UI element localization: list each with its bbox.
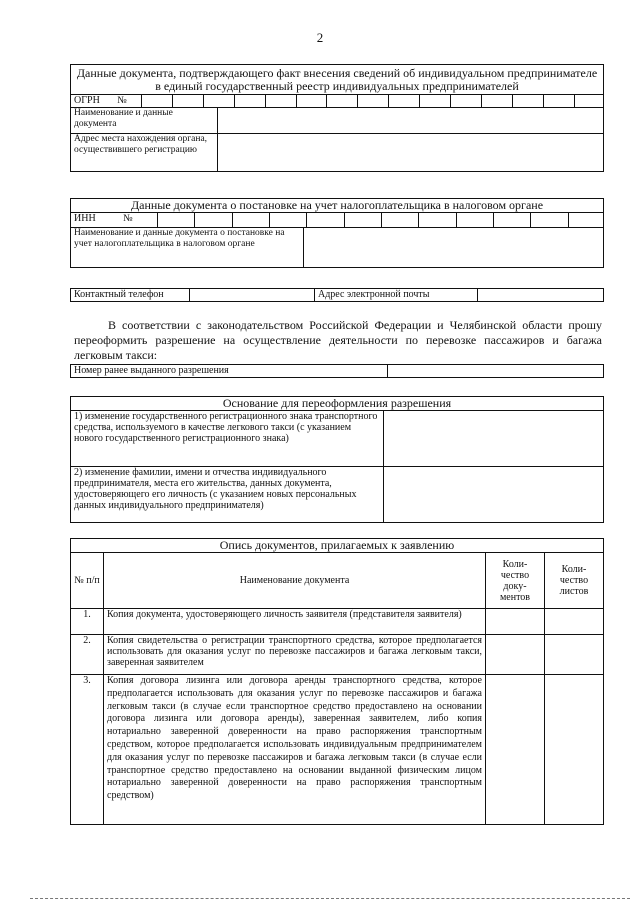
ogrn-table <box>70 64 604 172</box>
inn-digit-cell[interactable] <box>382 213 419 227</box>
inn-section-title: Данные документа о постановке на учет налогоплательщика в налоговом органе <box>71 199 604 213</box>
ogrn-digit-cell[interactable] <box>265 95 296 107</box>
col-num-header: № п/п <box>71 553 104 609</box>
phone-label: Контактный телефон <box>71 289 190 302</box>
ogrn-doc-name-field[interactable] <box>218 108 604 134</box>
ogrn-digit-cell[interactable] <box>420 95 451 107</box>
inn-digit-cell[interactable] <box>531 213 568 227</box>
ogrn-digit-cell[interactable] <box>389 95 420 107</box>
email-label: Адрес электронной почты <box>315 289 478 302</box>
inn-doc-field[interactable] <box>304 228 604 268</box>
ogrn-section-title: Данные документа, подтверждающего факт внесения сведений об индивидуальном предпринимателе в единый государственный реестр индивидуальных предпринимателей <box>71 65 604 95</box>
row-2-sheets-field[interactable] <box>545 635 604 675</box>
request-paragraph: В соответствии с законодательством Российской Федерации и Челябинской области прошу переоформить разрешение на осуществление деятельности по перевозке пассажиров и багажа легковым такси: <box>74 318 602 362</box>
reason-1-field[interactable] <box>384 411 604 467</box>
inn-digit-cell[interactable] <box>456 213 493 227</box>
ogrn-address-field[interactable] <box>218 134 604 172</box>
inn-digit-cell[interactable] <box>568 213 603 227</box>
row-1-docs-field[interactable] <box>486 609 545 635</box>
ogrn-digit-cell[interactable] <box>142 95 173 107</box>
ogrn-address-label: Адрес места нахождения органа, осуществившего регистрацию <box>71 134 218 172</box>
inn-label: ИНН № <box>71 213 158 227</box>
prev-permit-label: Номер ранее выданного разрешения <box>71 365 388 378</box>
col-sheets-header: Коли-чество листов <box>545 553 604 609</box>
ogrn-digit-cell[interactable] <box>481 95 512 107</box>
prev-permit-table <box>70 364 604 378</box>
inn-table <box>70 198 604 268</box>
reason-section-title: Основание для переоформления разрешения <box>71 397 604 411</box>
reason-table <box>70 396 604 523</box>
row-3-docs-field[interactable] <box>486 675 545 825</box>
inn-digit-cell[interactable] <box>158 213 195 227</box>
inn-digit-cell[interactable] <box>270 213 307 227</box>
inn-digit-cell[interactable] <box>307 213 344 227</box>
inn-digit-cell[interactable] <box>232 213 269 227</box>
col-name-header: Наименование документа <box>104 553 486 609</box>
row-3-name: Копия договора лизинга или договора аренды транспортного средства, которое предполагается использовать для оказания услуг по перевозке пассажиров и багажа легковым такси (в случае если транспортное средство предоставлено на основании договора лизинга или договора аренды), заверенная заявителем, либо копия нотариально заверенной доверенности на право распоряжения транспортным средством, которое предполагается использовать индивидуальным предпринимателем для оказания услуг по перевозке пассажиров и багажа легковым такси (в случае если транспортное средство предоставлено на основании выданной физическим лицом нотариально заверенной доверенности на право распоряжения транспортным средством) <box>104 675 486 825</box>
row-3-sheets-field[interactable] <box>545 675 604 825</box>
page-number: 2 <box>316 30 324 45</box>
contacts-table <box>70 288 604 302</box>
ogrn-digit-cell[interactable] <box>543 95 574 107</box>
ogrn-label: ОГРН № <box>71 95 142 107</box>
inn-digit-cell[interactable] <box>344 213 381 227</box>
inventory-table <box>70 538 604 825</box>
inn-digit-cell[interactable] <box>419 213 456 227</box>
col-docs-header: Коли-чество доку-ментов <box>486 553 545 609</box>
inn-digit-cell[interactable] <box>195 213 232 227</box>
page-bottom-edge <box>30 898 630 899</box>
reason-2-label: 2) изменение фамилии, имени и отчества индивидуального предпринимателя, места его жительства, данных документа, удостоверяющего его личность (с указанием новых персональных данных индивидуального предпринимателя) <box>71 467 384 523</box>
inn-doc-label: Наименование и данные документа о постановке на учет налогоплательщика в налоговом органе <box>71 228 304 268</box>
ogrn-digit-cell[interactable] <box>512 95 543 107</box>
ogrn-digit-cell[interactable] <box>234 95 265 107</box>
row-2-docs-field[interactable] <box>486 635 545 675</box>
ogrn-digit-cell[interactable] <box>574 95 603 107</box>
ogrn-digit-cell[interactable] <box>296 95 327 107</box>
inn-digit-cell[interactable] <box>494 213 531 227</box>
row-1-num: 1. <box>71 609 104 635</box>
ogrn-digit-cell[interactable] <box>327 95 358 107</box>
row-1-sheets-field[interactable] <box>545 609 604 635</box>
ogrn-digit-cell[interactable] <box>172 95 203 107</box>
row-2-num: 2. <box>71 635 104 675</box>
row-2-name: Копия свидетельства о регистрации транспортного средства, которое предполагается использовать для оказания услуг по перевозке пассажиров и багажа легковым такси, заверенная заявителем <box>104 635 486 675</box>
reason-2-field[interactable] <box>384 467 604 523</box>
ogrn-digit-cell[interactable] <box>203 95 234 107</box>
row-3-num: 3. <box>71 675 104 825</box>
ogrn-digit-cell[interactable] <box>358 95 389 107</box>
email-field[interactable] <box>478 289 604 302</box>
reason-1-label: 1) изменение государственного регистрационного знака транспортного средства, используемого в качестве легкового такси (с указанием нового государственного регистрационного знака) <box>71 411 384 467</box>
prev-permit-field[interactable] <box>388 365 604 378</box>
inventory-title: Опись документов, прилагаемых к заявлению <box>71 539 604 553</box>
row-1-name: Копия документа, удостоверяющего личность заявителя (представителя заявителя) <box>104 609 486 635</box>
ogrn-digit-cell[interactable] <box>451 95 482 107</box>
phone-field[interactable] <box>190 289 315 302</box>
ogrn-doc-name-label: Наименование и данные документа <box>71 108 218 134</box>
